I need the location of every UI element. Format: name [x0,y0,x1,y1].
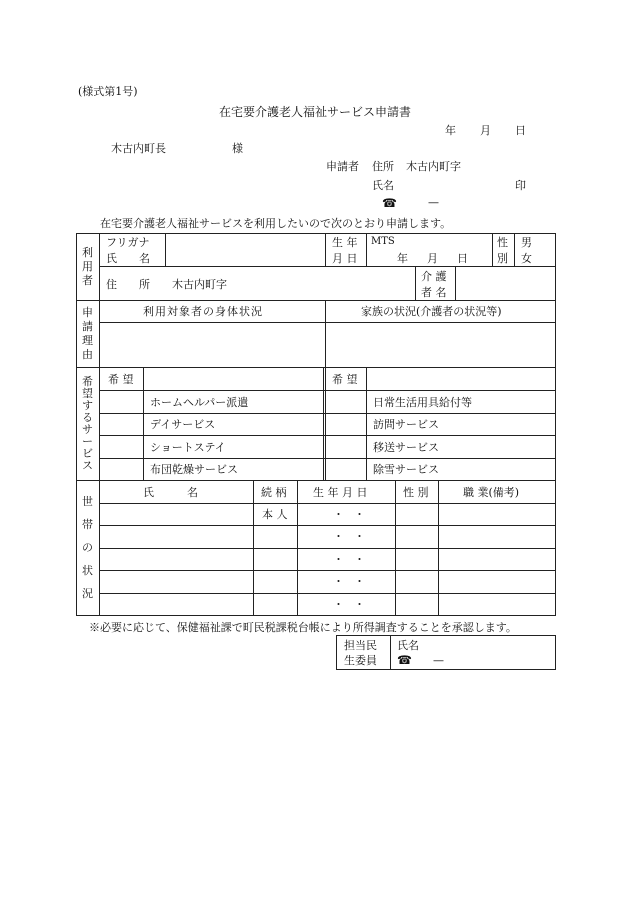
date-day-label: 日 [515,124,526,137]
service-dayservice: デイサービス [150,418,216,431]
furigana-label: フリガナ [106,236,150,249]
user-name-label: 氏 名 [106,252,150,265]
birth-label-top: 生 年 [332,236,358,249]
user-address-label: 住 所 [106,278,150,291]
era-options: MTS [371,236,395,247]
phone-separator: — [428,196,439,209]
service-check-equipment[interactable] [326,391,365,412]
service-check-futon[interactable] [100,459,142,479]
seal-mark: 印 [515,179,526,192]
form-number: (様式第1号) [78,85,138,98]
honorific: 様 [232,142,243,155]
section-reason: 申 請 理 由 [82,306,93,361]
birth-dot: ・ [333,508,344,521]
applicant-label: 申請者 [326,160,359,173]
household-header-birth: 生 年 月 日 [313,486,368,499]
addressee: 木古内町長 [111,142,166,155]
household-header-job: 職 業(備考) [463,486,520,499]
date-year-label: 年 [445,124,456,137]
service-check-snow[interactable] [326,459,365,479]
service-wish-left-label: 希 望 [108,373,134,386]
applicant-address-value: 木古内町字 [406,160,461,173]
family-status-header: 家族の状況(介護者の状況等) [361,305,502,318]
birth-dot: ・ [333,598,344,611]
date-month-label: 月 [480,124,491,137]
household-self-relation: 本 人 [262,508,288,521]
service-check-visit[interactable] [326,414,365,434]
birth-dot: ・ [354,530,365,543]
birth-year-label: 年 [397,252,408,265]
birth-dot: ・ [354,508,365,521]
applicant-name-label: 氏名 [372,179,394,192]
service-snow: 除雪サービス [373,463,439,476]
applicant-address-label: 住所 [372,160,394,173]
service-check-dayservice[interactable] [100,414,142,434]
service-check-shortstay[interactable] [100,436,142,457]
service-check-homehelper[interactable] [100,391,142,412]
birth-dot: ・ [354,598,365,611]
section-user: 利 用 者 [82,246,93,287]
officer-name-label: 氏名 [397,639,419,652]
birth-label-bottom: 月 日 [332,252,358,265]
body-status-header: 利用対象者の身体状況 [143,305,263,318]
officer-label-bottom: 生委員 [344,654,377,667]
service-visit: 訪問サービス [373,418,439,431]
service-futon: 布団乾燥サービス [150,463,238,476]
household-header-sex: 性 別 [403,486,429,499]
birth-dot: ・ [354,575,365,588]
section-services: 希 望 す る サ ー ビ ス [82,375,93,472]
birth-dot: ・ [354,553,365,566]
caregiver-label-bottom: 者 名 [421,286,447,299]
sex-label-bottom: 別 [497,252,508,265]
household-header-relation: 続 柄 [261,486,287,499]
family-status-field[interactable] [326,323,554,366]
birth-dot: ・ [333,575,344,588]
service-check-transport[interactable] [326,436,365,457]
caregiver-label-top: 介 護 [421,270,447,283]
service-equipment: 日常生活用具給付等 [373,396,472,409]
household-header-name: 氏 名 [143,486,198,499]
birth-dot: ・ [333,553,344,566]
consent-note: ※必要に応じて、保健福祉課で町民税課税台帳により所得調査することを承認します。 [89,621,517,634]
sex-label-top: 性 [497,236,508,249]
user-name-field[interactable] [166,234,324,265]
section-household: 世 帯 の 状 況 [82,495,93,600]
sex-option-male[interactable]: 男 [521,236,532,249]
caregiver-name-field[interactable] [456,267,554,299]
birth-month-label: 月 [427,252,438,265]
body-status-field[interactable] [100,323,324,366]
service-shortstay: ショートステイ [150,441,226,454]
form-title: 在宅要介護老人福祉サービス申請書 [219,105,412,119]
phone-icon: ☎ [382,196,397,210]
service-homehelper: ホームヘルパー派遣 [150,396,249,409]
service-wish-right-label: 希 望 [332,373,358,386]
intro-text: 在宅要介護老人福祉サービスを利用したいので次のとおり申請します。 [100,217,452,230]
officer-phone-separator: — [433,654,444,667]
birth-day-label: 日 [457,252,468,265]
birth-dot: ・ [333,530,344,543]
user-address-value: 木古内町字 [172,278,227,291]
service-transport: 移送サービス [373,441,439,454]
officer-label-top: 担当民 [344,639,377,652]
sex-option-female[interactable]: 女 [521,252,532,265]
officer-phone-icon: ☎ [397,653,412,667]
